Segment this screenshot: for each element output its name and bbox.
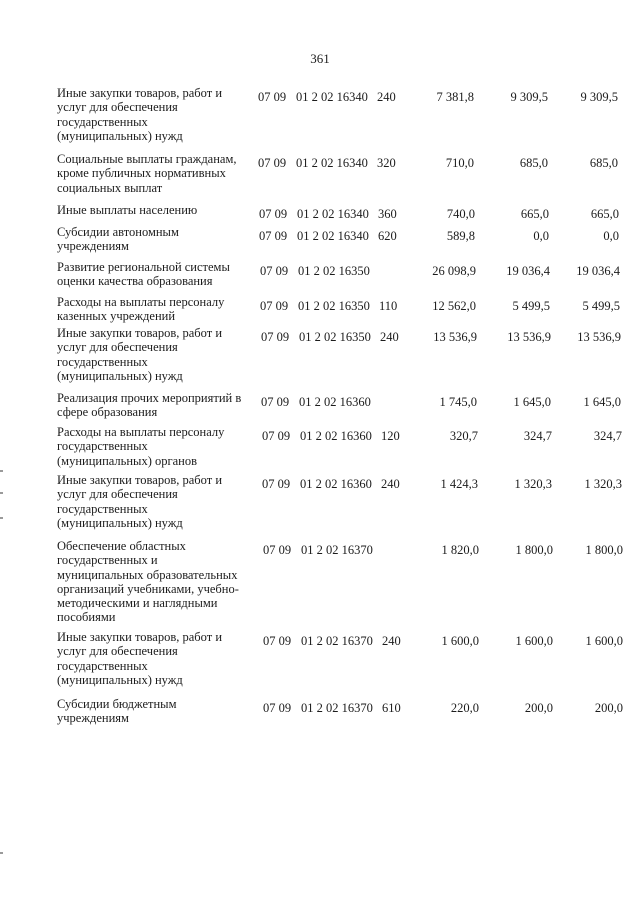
description-line: (муниципальных) органов (57, 453, 198, 468)
row-description (57, 203, 257, 217)
section-code: 07 09 (259, 229, 288, 243)
amount-year-1: 710,0 (445, 156, 474, 170)
row-description (57, 473, 257, 530)
target-article-code: 01 2 02 16340 (297, 207, 369, 221)
row-description (57, 152, 257, 195)
row-description (57, 260, 257, 289)
description-line: (муниципальных) нужд (57, 368, 183, 383)
description-line: Обеспечение областных (57, 539, 186, 553)
amount-year-3: 324,7 (593, 429, 622, 443)
description-line: Реализация прочих мероприятий в (57, 391, 242, 405)
section-code: 07 09 (261, 330, 290, 344)
amount-year-1: 12 562,0 (432, 299, 476, 313)
amount-year-1: 7 381,8 (436, 90, 474, 104)
section-code: 07 09 (263, 701, 292, 715)
amount-year-3: 9 309,5 (580, 90, 618, 104)
description-line: учреждениям (57, 239, 129, 254)
section-code: 07 09 (260, 299, 289, 313)
amount-year-1: 1 745,0 (439, 395, 477, 409)
section-code: 07 09 (262, 477, 291, 491)
description-line: Расходы на выплаты персоналу (57, 295, 225, 309)
section-code: 07 09 (263, 634, 292, 648)
target-article-code: 01 2 02 16370 (301, 634, 373, 648)
description-line: организаций учебниками, учебно- (57, 581, 239, 596)
row-description (57, 697, 257, 726)
amount-year-2: 1 645,0 (513, 395, 551, 409)
amount-year-2: 200,0 (524, 701, 553, 715)
expense-type-code: 240 (382, 634, 401, 648)
amount-year-3: 1 320,3 (584, 477, 622, 491)
amount-year-3: 200,0 (594, 701, 623, 715)
row-description (57, 391, 257, 420)
target-article-code: 01 2 02 16370 (301, 543, 373, 557)
description-line: услуг для обеспечения (57, 644, 178, 659)
amount-year-2: 665,0 (520, 207, 549, 221)
expense-type-code: 110 (379, 299, 398, 313)
expense-type-code: 320 (377, 156, 396, 170)
description-line: оценки качества образования (57, 274, 213, 289)
scan-mark (0, 492, 3, 494)
scan-mark (0, 852, 3, 854)
description-line: (муниципальных) нужд (57, 128, 183, 143)
amount-year-3: 1 800,0 (585, 543, 623, 557)
amount-year-2: 13 536,9 (507, 330, 551, 344)
amount-year-3: 1 600,0 (585, 634, 623, 648)
amount-year-3: 5 499,5 (582, 299, 620, 313)
target-article-code: 01 2 02 16350 (298, 264, 370, 278)
row-description (57, 86, 257, 143)
amount-year-3: 665,0 (590, 207, 619, 221)
section-code: 07 09 (258, 156, 287, 170)
target-article-code: 01 2 02 16340 (297, 229, 369, 243)
description-line: казенных учреждений (57, 309, 176, 324)
description-line: государственных (57, 439, 148, 454)
expense-type-code: 240 (381, 477, 400, 491)
description-line: муниципальных образовательных (57, 567, 238, 582)
section-code: 07 09 (263, 543, 292, 557)
amount-year-1: 740,0 (446, 207, 475, 221)
page-number: 361 (310, 51, 330, 66)
description-line: государственных (57, 354, 148, 369)
description-line: государственных и (57, 553, 158, 568)
description-line: Иные выплаты населению (57, 203, 198, 217)
target-article-code: 01 2 02 16350 (299, 330, 371, 344)
description-line: Социальные выплаты гражданам, (57, 152, 237, 166)
description-line: Субсидии автономным (57, 225, 179, 239)
target-article-code: 01 2 02 16340 (296, 90, 368, 104)
description-line: государственных (57, 114, 148, 129)
amount-year-3: 0,0 (603, 229, 619, 243)
amount-year-2: 324,7 (523, 429, 552, 443)
amount-year-1: 589,8 (446, 229, 475, 243)
row-description (57, 630, 257, 687)
target-article-code: 01 2 02 16360 (300, 477, 372, 491)
target-article-code: 01 2 02 16340 (296, 156, 368, 170)
amount-year-2: 1 600,0 (515, 634, 553, 648)
section-code: 07 09 (262, 429, 291, 443)
target-article-code: 01 2 02 16350 (298, 299, 370, 313)
amount-year-2: 5 499,5 (512, 299, 550, 313)
description-line: (муниципальных) нужд (57, 515, 183, 530)
section-code: 07 09 (258, 90, 287, 104)
description-line: (муниципальных) нужд (57, 672, 183, 687)
row-description (57, 225, 257, 254)
amount-year-2: 0,0 (533, 229, 549, 243)
section-code: 07 09 (261, 395, 290, 409)
description-line: услуг для обеспечения (57, 340, 178, 355)
amount-year-2: 9 309,5 (510, 90, 548, 104)
description-line: Иные закупки товаров, работ и (57, 630, 223, 644)
expense-type-code: 120 (381, 429, 400, 443)
amount-year-2: 1 320,3 (514, 477, 552, 491)
target-article-code: 01 2 02 16370 (301, 701, 373, 715)
amount-year-2: 1 800,0 (515, 543, 553, 557)
section-code: 07 09 (259, 207, 288, 221)
expense-type-code: 620 (378, 229, 397, 243)
row-description (57, 539, 257, 625)
amount-year-3: 685,0 (589, 156, 618, 170)
scan-mark (0, 517, 3, 519)
section-code: 07 09 (260, 264, 289, 278)
amount-year-3: 1 645,0 (583, 395, 621, 409)
expense-type-code: 240 (377, 90, 396, 104)
description-line: Иные закупки товаров, работ и (57, 473, 223, 487)
amount-year-1: 13 536,9 (433, 330, 477, 344)
scan-mark (0, 470, 3, 472)
expense-type-code: 240 (380, 330, 399, 344)
row-description (57, 295, 257, 324)
description-line: государственных (57, 501, 148, 516)
row-description (57, 425, 257, 468)
target-article-code: 01 2 02 16360 (300, 429, 372, 443)
amount-year-1: 26 098,9 (432, 264, 476, 278)
amount-year-1: 320,7 (449, 429, 478, 443)
expense-type-code: 610 (382, 701, 401, 715)
amount-year-2: 19 036,4 (506, 264, 550, 278)
target-article-code: 01 2 02 16360 (299, 395, 371, 409)
amount-year-3: 13 536,9 (577, 330, 621, 344)
description-line: Иные закупки товаров, работ и (57, 86, 223, 100)
amount-year-1: 1 600,0 (441, 634, 479, 648)
amount-year-1: 220,0 (450, 701, 479, 715)
description-line: Расходы на выплаты персоналу (57, 425, 225, 439)
description-line: кроме публичных нормативных (57, 166, 226, 181)
description-line: государственных (57, 658, 148, 673)
description-line: социальных выплат (57, 180, 163, 195)
description-line: Развитие региональной системы (57, 260, 230, 274)
description-line: Субсидии бюджетным (57, 697, 177, 711)
row-description (57, 326, 257, 383)
amount-year-1: 1 820,0 (441, 543, 479, 557)
description-line: методическими и наглядными (57, 596, 218, 611)
description-line: учреждениям (57, 711, 129, 726)
amount-year-3: 19 036,4 (576, 264, 620, 278)
expense-type-code: 360 (378, 207, 397, 221)
amount-year-2: 685,0 (519, 156, 548, 170)
description-line: пособиями (57, 610, 116, 625)
description-line: услуг для обеспечения (57, 100, 178, 115)
description-line: сфере образования (57, 405, 158, 420)
description-line: услуг для обеспечения (57, 487, 178, 502)
description-line: Иные закупки товаров, работ и (57, 326, 223, 340)
amount-year-1: 1 424,3 (440, 477, 478, 491)
